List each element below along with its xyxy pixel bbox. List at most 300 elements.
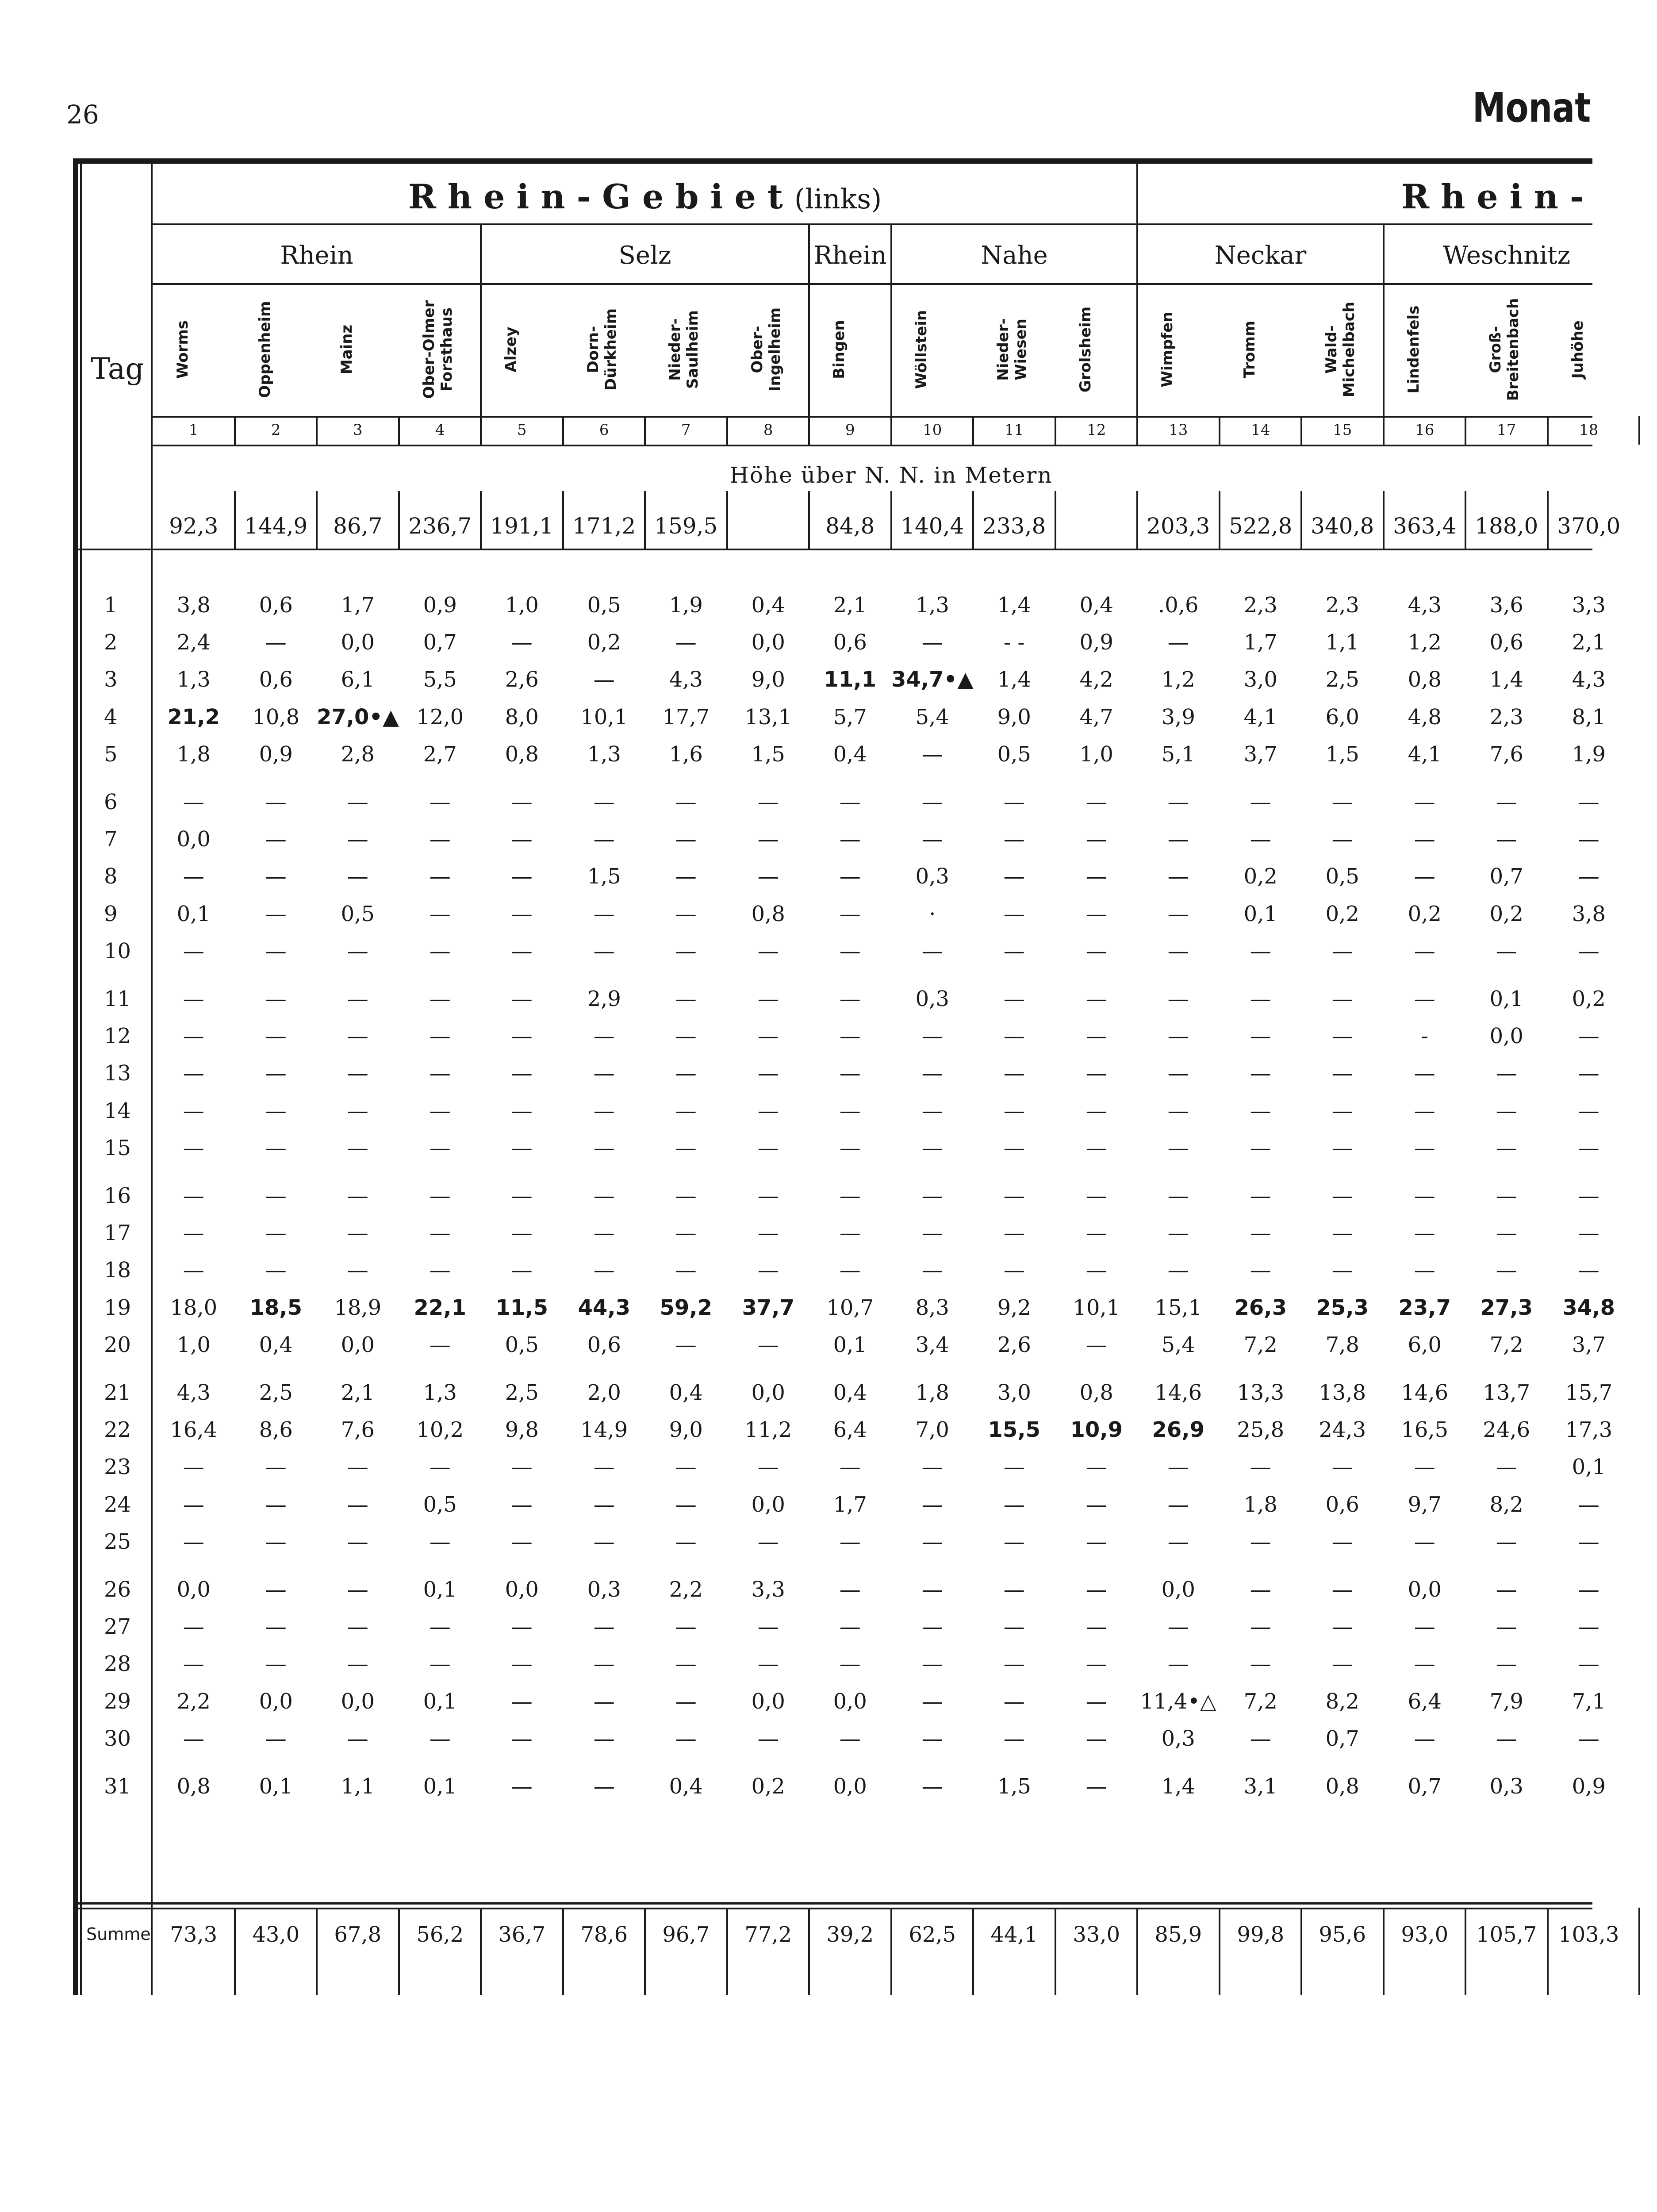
data-cell: — — [429, 1726, 451, 1751]
data-cell: — — [1167, 1061, 1189, 1086]
data-cell: — — [1085, 1183, 1107, 1208]
column-number: 4 — [435, 421, 445, 439]
data-cell: 0,7 — [1489, 864, 1523, 889]
data-cell: — — [347, 1651, 368, 1677]
month-label: Monat — [1472, 84, 1591, 131]
data-cell: 2,4 — [176, 630, 211, 655]
data-cell: — — [839, 901, 861, 926]
data-cell: 2,2 — [176, 1689, 211, 1714]
column-rule — [316, 1908, 318, 1995]
data-cell: 0,0 — [341, 630, 375, 655]
data-end-rule — [73, 1902, 1592, 1905]
data-cell: — — [429, 987, 451, 1011]
data-cell: — — [675, 630, 697, 655]
page-number: 26 — [66, 100, 99, 130]
data-cell: — — [347, 1577, 368, 1602]
data-cell: — — [429, 1221, 451, 1246]
column-rule — [726, 1908, 728, 1995]
data-cell: — — [1414, 1135, 1435, 1160]
column-number: 16 — [1415, 421, 1435, 439]
data-cell: — — [183, 1492, 204, 1517]
day-number: 3 — [104, 667, 118, 692]
data-cell: 25,8 — [1237, 1417, 1285, 1443]
data-cell: 3,8 — [176, 593, 211, 618]
data-cell: — — [347, 864, 368, 889]
data-cell: 0,1 — [1572, 1455, 1606, 1480]
data-cell: — — [265, 1614, 287, 1640]
data-cell: 3,6 — [1489, 593, 1523, 618]
data-cell: — — [1085, 901, 1107, 926]
data-cell: 1,2 — [1408, 630, 1442, 655]
day-number: 8 — [104, 864, 118, 889]
data-cell: — — [839, 790, 861, 814]
data-cell: — — [675, 1492, 697, 1517]
river-label: Nahe — [981, 241, 1048, 270]
data-cell: — — [675, 1024, 697, 1049]
column-name: Tromm — [1240, 320, 1258, 379]
data-cell: — — [921, 790, 943, 814]
data-cell: 0,7 — [1325, 1726, 1359, 1751]
data-cell: — — [675, 1135, 697, 1160]
data-cell: 3,0 — [997, 1380, 1031, 1405]
column-rule — [808, 1908, 810, 1995]
data-cell: — — [1578, 1258, 1599, 1283]
data-cell: 1,3 — [423, 1380, 457, 1405]
data-cell: — — [1003, 1061, 1025, 1086]
data-cell: 4,3 — [1408, 593, 1442, 618]
data-cell: — — [1003, 938, 1025, 964]
data-cell: — — [675, 864, 697, 889]
data-cell: — — [1414, 790, 1435, 814]
day-number: 28 — [104, 1651, 131, 1677]
data-cell: — — [183, 1024, 204, 1049]
day-number: 16 — [104, 1183, 131, 1208]
column-elevation: 86,7 — [333, 513, 383, 539]
data-cell: 1,8 — [1243, 1492, 1277, 1517]
data-cell: — — [1496, 1577, 1517, 1602]
data-cell: 6,1 — [341, 667, 375, 692]
data-cell: — — [921, 1689, 943, 1714]
data-cell: 0,1 — [1243, 901, 1277, 926]
data-cell: — — [1578, 1221, 1599, 1246]
data-cell: — — [1167, 1651, 1189, 1677]
data-cell: 0,8 — [1079, 1380, 1113, 1405]
data-cell: 1,5 — [587, 864, 621, 889]
data-cell: 1,6 — [669, 741, 703, 767]
river-label: Rhein — [813, 241, 887, 270]
data-cell: 4,3 — [1572, 667, 1606, 692]
data-cell: — — [511, 1726, 533, 1751]
data-cell: — — [1003, 1726, 1025, 1751]
data-cell: 0,5 — [997, 741, 1031, 767]
data-cell: — — [1167, 1455, 1189, 1480]
data-cell: — — [347, 1221, 368, 1246]
data-cell: — — [1414, 1529, 1435, 1554]
column-name: Mainz — [338, 324, 356, 375]
data-cell: — — [1496, 1258, 1517, 1283]
data-cell: — — [921, 1135, 943, 1160]
day-number: 31 — [104, 1774, 131, 1799]
data-cell: 0,0 — [751, 1689, 785, 1714]
data-cell: 1,9 — [669, 593, 703, 618]
data-cell: — — [839, 1135, 861, 1160]
data-cell: — — [839, 1221, 861, 1246]
data-cell: — — [265, 864, 287, 889]
data-cell: — — [511, 1183, 533, 1208]
data-cell: — — [429, 1614, 451, 1640]
data-cell: 0,6 — [587, 1332, 621, 1357]
data-cell: — — [1496, 1221, 1517, 1246]
data-cell: — — [757, 1614, 779, 1640]
day-number: 13 — [104, 1061, 131, 1086]
column-rule — [1465, 1908, 1466, 1995]
data-cell: — — [1331, 1098, 1353, 1123]
data-cell: — — [593, 1135, 615, 1160]
data-cell: — — [1167, 1024, 1189, 1049]
data-cell: — — [1085, 1529, 1107, 1554]
column-number: 2 — [271, 421, 281, 439]
data-cell: — — [1003, 1455, 1025, 1480]
data-cell: — — [265, 1061, 287, 1086]
left-frame-rule — [73, 158, 78, 1995]
data-cell: — — [347, 987, 368, 1011]
data-cell: — — [675, 1183, 697, 1208]
column-number: 6 — [599, 421, 609, 439]
data-cell: — — [1167, 790, 1189, 814]
column-elevation: 84,8 — [825, 513, 875, 539]
data-cell: 1,5 — [1325, 741, 1359, 767]
data-cell: — — [1496, 1098, 1517, 1123]
data-cell: — — [1414, 1614, 1435, 1640]
data-cell: 0,2 — [1408, 901, 1442, 926]
data-cell: 9,7 — [1408, 1492, 1442, 1517]
data-cell: — — [183, 1651, 204, 1677]
data-cell: 7,1 — [1572, 1689, 1606, 1714]
sum-label: Summe — [86, 1924, 151, 1944]
data-cell: — — [839, 1455, 861, 1480]
data-cell: — — [1003, 1614, 1025, 1640]
data-cell: 8,1 — [1572, 704, 1606, 730]
data-cell: — — [1578, 1651, 1599, 1677]
data-cell: 0,0 — [1489, 1024, 1523, 1049]
column-number: 14 — [1251, 421, 1270, 439]
column-elevation: 191,1 — [490, 513, 554, 539]
data-cell: 2,1 — [341, 1380, 375, 1405]
data-cell: — — [1578, 1098, 1599, 1123]
column-number: 9 — [845, 421, 855, 439]
data-cell: — — [1085, 1492, 1107, 1517]
data-cell: — — [1578, 1614, 1599, 1640]
data-cell: — — [1085, 827, 1107, 852]
data-cell: — — [1250, 1135, 1271, 1160]
data-cell: 9,2 — [997, 1295, 1031, 1320]
data-cell: 7,8 — [1325, 1332, 1359, 1357]
column-name: Wimpfen — [1158, 311, 1176, 388]
data-cell: 7,2 — [1243, 1332, 1277, 1357]
data-cell: — — [1167, 1135, 1189, 1160]
column-name: Grolsheim — [1076, 306, 1094, 393]
data-cell: — — [429, 1332, 451, 1357]
data-cell: — — [1578, 1492, 1599, 1517]
data-cell: 0,3 — [915, 864, 949, 889]
data-cell: — — [757, 827, 779, 852]
data-cell: — — [757, 1221, 779, 1246]
sum-cell: 96,7 — [662, 1922, 710, 1947]
region-rule — [153, 223, 1592, 225]
data-cell: — — [839, 1183, 861, 1208]
column-rule — [1136, 1908, 1138, 1995]
data-cell: — — [429, 1098, 451, 1123]
data-cell: — — [429, 1651, 451, 1677]
sum-cell: 62,5 — [909, 1922, 956, 1947]
data-cell: 2,2 — [669, 1577, 703, 1602]
data-cell: — — [347, 1726, 368, 1751]
data-cell: 2,6 — [997, 1332, 1031, 1357]
data-cell: — — [1167, 1221, 1189, 1246]
data-cell: — — [839, 1529, 861, 1554]
data-cell: 7,6 — [341, 1417, 375, 1443]
data-cell: — — [1331, 1024, 1353, 1049]
data-cell: — — [183, 790, 204, 814]
data-cell: — — [511, 987, 533, 1011]
data-cell: 0,2 — [1489, 901, 1523, 926]
data-cell: — — [1496, 1061, 1517, 1086]
day-number: 9 — [104, 901, 118, 926]
data-cell: — — [347, 1098, 368, 1123]
data-cell: 0,8 — [176, 1774, 211, 1799]
data-cell: 4,7 — [1079, 704, 1113, 730]
data-cell: 10,1 — [1073, 1295, 1120, 1320]
data-cell: — — [511, 1061, 533, 1086]
river-label: Neckar — [1214, 241, 1307, 270]
data-cell: 8,2 — [1489, 1492, 1523, 1517]
data-cell: 0,0 — [751, 1492, 785, 1517]
data-cell: 4,3 — [669, 667, 703, 692]
data-cell: — — [1414, 938, 1435, 964]
data-cell: 0,9 — [423, 593, 457, 618]
data-cell: — — [593, 1024, 615, 1049]
data-cell: 3,7 — [1243, 741, 1277, 767]
data-cell: 0,4 — [669, 1774, 703, 1799]
data-cell: — — [1331, 938, 1353, 964]
data-cell: — — [921, 938, 943, 964]
data-cell: — — [921, 630, 943, 655]
data-cell: 0,8 — [505, 741, 539, 767]
sum-cell: 85,9 — [1155, 1922, 1202, 1947]
data-cell: — — [429, 1455, 451, 1480]
data-cell: — — [347, 827, 368, 852]
data-cell: — — [1167, 1529, 1189, 1554]
sum-cell: 103,3 — [1558, 1922, 1619, 1947]
day-number: 21 — [104, 1380, 131, 1405]
data-cell: 3,1 — [1243, 1774, 1277, 1799]
data-cell: — — [675, 1651, 697, 1677]
data-cell: 0,1 — [1489, 987, 1523, 1011]
data-cell: — — [1085, 1577, 1107, 1602]
data-cell: — — [1414, 827, 1435, 852]
data-cell: — — [921, 1774, 943, 1799]
data-cell: — — [839, 1614, 861, 1640]
data-cell: 0,2 — [587, 630, 621, 655]
data-cell: 0,6 — [1325, 1492, 1359, 1517]
data-cell: — — [839, 864, 861, 889]
data-cell: 0,0 — [1408, 1577, 1442, 1602]
data-cell: — — [1496, 1183, 1517, 1208]
data-cell: — — [511, 1098, 533, 1123]
data-cell: — — [839, 938, 861, 964]
data-cell: 0,2 — [751, 1774, 785, 1799]
data-cell: 0,1 — [423, 1774, 457, 1799]
data-cell: 23,7 — [1398, 1295, 1451, 1320]
data-cell: 17,7 — [662, 704, 710, 730]
data-cell: — — [1331, 1061, 1353, 1086]
data-cell: — — [1496, 790, 1517, 814]
data-cell: 21,2 — [167, 704, 220, 730]
column-rule — [562, 1908, 564, 1995]
data-cell: 8,3 — [915, 1295, 949, 1320]
data-cell: 0,4 — [833, 1380, 867, 1405]
data-cell: — — [511, 630, 533, 655]
data-cell: — — [921, 1455, 943, 1480]
data-cell: — — [1250, 1529, 1271, 1554]
data-cell: 1,4 — [997, 593, 1031, 618]
column-elevation: 144,9 — [244, 513, 308, 539]
column-rule — [1547, 1908, 1549, 1995]
data-cell: 4,3 — [176, 1380, 211, 1405]
data-cell: — — [1496, 1726, 1517, 1751]
data-cell: 1,1 — [1325, 630, 1359, 655]
data-cell: 8,2 — [1325, 1689, 1359, 1714]
data-cell: — — [1085, 1258, 1107, 1283]
data-cell: 0,5 — [1325, 864, 1359, 889]
data-cell: 1,5 — [997, 1774, 1031, 1799]
data-cell: — — [757, 1332, 779, 1357]
data-cell: — — [1003, 1689, 1025, 1714]
data-cell: 0,8 — [751, 901, 785, 926]
data-cell: 8,0 — [505, 704, 539, 730]
data-cell: 1,3 — [587, 741, 621, 767]
data-cell: — — [921, 827, 943, 852]
data-cell: — — [1578, 1726, 1599, 1751]
data-cell: 1,1 — [341, 1774, 375, 1799]
data-cell: — — [1085, 938, 1107, 964]
column-number: 1 — [188, 421, 199, 439]
data-cell: 11,5 — [495, 1295, 548, 1320]
data-cell: 0,2 — [1243, 864, 1277, 889]
data-cell: 6,4 — [1408, 1689, 1442, 1714]
day-number: 10 — [104, 938, 131, 964]
sum-cell: 33,0 — [1073, 1922, 1120, 1947]
data-cell: — — [1085, 1651, 1107, 1677]
elevation-caption: Höhe über N. N. in Metern — [729, 462, 1053, 488]
day-number: 27 — [104, 1614, 131, 1640]
sum-cell: 78,6 — [580, 1922, 628, 1947]
data-cell: — — [347, 1455, 368, 1480]
data-cell: 4,1 — [1243, 704, 1277, 730]
data-cell: · — [929, 901, 936, 926]
data-cell: — — [265, 1651, 287, 1677]
sum-cell: 105,7 — [1476, 1922, 1537, 1947]
data-cell: — — [511, 938, 533, 964]
data-cell: — — [1250, 827, 1271, 852]
data-cell: 0,3 — [587, 1577, 621, 1602]
data-cell: — — [921, 1726, 943, 1751]
column-rule — [1219, 1908, 1220, 1995]
data-cell: 0,0 — [176, 1577, 211, 1602]
data-cell: — — [1331, 1455, 1353, 1480]
sum-cell: 73,3 — [170, 1922, 218, 1947]
data-cell: — — [1167, 1614, 1189, 1640]
river-label: Selz — [618, 241, 671, 270]
data-cell: — — [675, 1689, 697, 1714]
data-cell: — — [1496, 938, 1517, 964]
data-cell: 5,7 — [833, 704, 867, 730]
data-cell: — — [675, 1098, 697, 1123]
data-cell: — — [757, 1258, 779, 1283]
data-cell: 0,4 — [751, 593, 785, 618]
data-cell: — — [757, 790, 779, 814]
day-number: 17 — [104, 1221, 131, 1246]
data-cell: — — [675, 1529, 697, 1554]
data-cell: — — [183, 1061, 204, 1086]
data-cell: 4,8 — [1408, 704, 1442, 730]
data-cell: — — [1496, 1135, 1517, 1160]
data-cell: — — [593, 1455, 615, 1480]
data-cell: — — [511, 827, 533, 852]
data-cell: 14,6 — [1401, 1380, 1449, 1405]
data-cell: — — [1496, 1614, 1517, 1640]
river-label: Weschnitz — [1442, 241, 1571, 270]
data-cell: — — [1003, 1183, 1025, 1208]
data-cell: — — [675, 1221, 697, 1246]
data-cell: — — [1167, 901, 1189, 926]
data-cell: — — [593, 1614, 615, 1640]
data-cell: — — [511, 864, 533, 889]
data-cell: — — [757, 1024, 779, 1049]
data-cell: — — [429, 1024, 451, 1049]
data-cell: 0,6 — [833, 630, 867, 655]
day-number: 23 — [104, 1455, 131, 1480]
data-cell: — — [183, 987, 204, 1011]
data-cell: 25,3 — [1316, 1295, 1369, 1320]
data-cell: 0,6 — [259, 667, 293, 692]
data-cell: 34,7•▲ — [891, 667, 974, 692]
data-cell: .0,6 — [1158, 593, 1199, 618]
data-cell: — — [1578, 827, 1599, 852]
data-cell: — — [839, 1098, 861, 1123]
column-rule — [1383, 1908, 1385, 1995]
data-cell: 1,7 — [833, 1492, 867, 1517]
data-cell: 9,0 — [669, 1417, 703, 1443]
data-cell: — — [183, 938, 204, 964]
data-cell: — — [757, 1098, 779, 1123]
data-cell: — — [1414, 1726, 1435, 1751]
data-cell: 16,4 — [170, 1417, 218, 1443]
column-name: Wald- Michelbach — [1323, 301, 1358, 398]
data-cell: 9,0 — [751, 667, 785, 692]
data-cell: — — [839, 827, 861, 852]
column-number: 8 — [763, 421, 773, 439]
column-name: Nieder- Saulheim — [666, 310, 702, 389]
data-cell: 1,8 — [176, 741, 211, 767]
data-cell: 0,1 — [259, 1774, 293, 1799]
data-cell: 10,1 — [580, 704, 628, 730]
data-cell: — — [347, 1258, 368, 1283]
column-rule — [398, 1908, 400, 1995]
data-cell: 0,0 — [751, 630, 785, 655]
data-cell: 0,0 — [1161, 1577, 1195, 1602]
day-number: 15 — [104, 1135, 131, 1160]
